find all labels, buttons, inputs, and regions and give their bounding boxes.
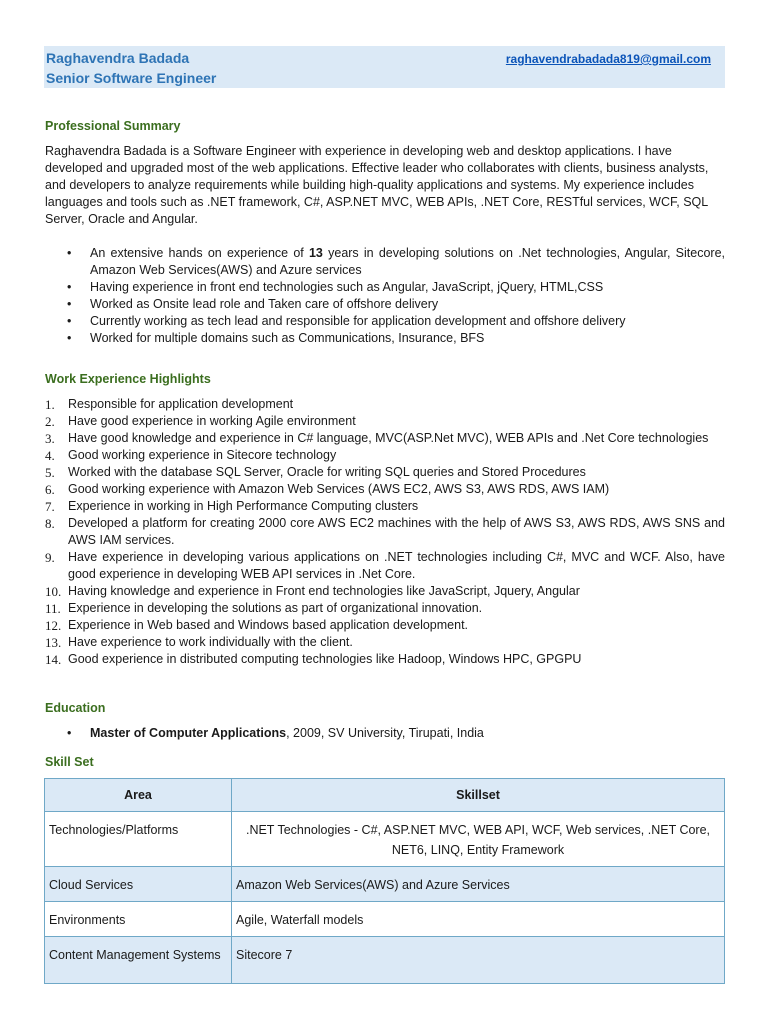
skillset-cell: Agile, Waterfall models — [232, 902, 725, 937]
work-experience-heading: Work Experience Highlights — [45, 372, 211, 386]
area-cell: Technologies/Platforms — [45, 812, 232, 867]
candidate-name: Raghavendra Badada — [46, 50, 190, 66]
list-item: 13. Have experience to work individually with the client. — [45, 635, 353, 650]
list-item: • Worked as Onsite lead role and Taken care of offshore delivery — [45, 296, 725, 313]
candidate-role: Senior Software Engineer — [46, 70, 217, 86]
table-row — [45, 812, 725, 867]
skill-set-heading: Skill Set — [45, 755, 94, 769]
list-item: • Currently working as tech lead and responsible for application development and offshore delivery — [45, 313, 725, 330]
table-header-row — [45, 779, 725, 812]
summary-paragraph: Raghavendra Badada is a Software Engineer with experience in developing web and desktop applications. I have developed and upgraded most of the web applications. Effective leader who collaborates with clients, business analysts, and developers to analyze requirements while building high-quality applications and systems. My experience includes languages and tools such as .NET framework, C#, ASP.NET MVC, WEB APIs, .NET Core, RESTful services, WCF, SQL Server, Oracle and Angular. — [45, 144, 709, 226]
email-link[interactable]: raghavendrabadada819@gmail.com — [505, 52, 711, 66]
area-column-header: Area — [45, 779, 232, 812]
list-item: • Master of Computer Applications, 2009, SV University, Tirupati, India — [45, 725, 725, 742]
skillset-cell: .NET Technologies - C#, ASP.NET MVC, WEB API, WCF, Web services, .NET Core, NET6, LINQ, Entity Framework — [232, 812, 725, 867]
summary-bullets — [45, 245, 725, 347]
list-item: 4. Good working experience in Sitecore technology — [45, 448, 337, 463]
list-item: 10. Having knowledge and experience in Front end technologies like JavaScript, Jquery, Angular — [45, 584, 580, 599]
list-item: 12. Experience in Web based and Windows based application development. — [45, 618, 469, 633]
list-item: • An extensive hands on experience of 13 years in developing solutions on .Net technologies, Angular, Sitecore, Amazon Web Services(AWS) and Azure services — [45, 245, 725, 279]
list-item: • Having experience in front end technologies such as Angular, JavaScript, jQuery, HTML,CSS — [45, 279, 725, 296]
education-heading: Education — [45, 701, 106, 715]
resume-header — [44, 46, 725, 88]
area-cell: Cloud Services — [45, 867, 232, 902]
list-item: 8. Developed a platform for creating 2000 core AWS EC2 machines with the help of AWS S3, AWS RDS, AWS SNS and AWS IAM services. — [45, 516, 725, 547]
list-item: 9. Have experience in developing various applications on .NET technologies including C#, MVC and WCF. Also, have good experience in developing WEB API services in .Net Core. — [45, 550, 725, 581]
list-item: 1. Responsible for application development — [45, 397, 294, 412]
professional-summary-heading: Professional Summary — [45, 119, 181, 133]
table-row — [45, 902, 725, 937]
skillset-column-header: Skillset — [232, 779, 725, 812]
skillset-cell: Sitecore 7 — [232, 937, 725, 984]
list-item: 14. Good experience in distributed computing technologies like Hadoop, Windows HPC, GPGPU — [45, 652, 582, 667]
list-item: 6. Good working experience with Amazon Web Services (AWS EC2, AWS S3, AWS RDS, AWS IAM) — [45, 482, 610, 497]
table-row — [45, 937, 725, 984]
list-item: • Worked for multiple domains such as Communications, Insurance, BFS — [45, 330, 725, 347]
list-item: 11. Experience in developing the solutions as part of organizational innovation. — [45, 601, 483, 616]
skills-table — [44, 778, 725, 984]
area-cell: Content Management Systems — [45, 937, 232, 984]
table-row — [45, 867, 725, 902]
list-item: 2. Have good experience in working Agile environment — [45, 414, 356, 429]
skillset-cell: Amazon Web Services(AWS) and Azure Services — [232, 867, 725, 902]
education-list — [45, 725, 725, 742]
years-count: 13 — [308, 246, 323, 260]
degree-name: Master of Computer Applications — [90, 726, 287, 740]
list-item: 5. Worked with the database SQL Server, Oracle for writing SQL queries and Stored Procedures — [45, 465, 586, 480]
list-item: 7. Experience in working in High Performance Computing clusters — [45, 499, 419, 514]
work-experience-list — [45, 396, 725, 668]
area-cell: Environments — [45, 902, 232, 937]
list-item: 3. Have good knowledge and experience in C# language, MVC(ASP.Net MVC), WEB APIs and .Net Core technologies — [45, 431, 709, 446]
